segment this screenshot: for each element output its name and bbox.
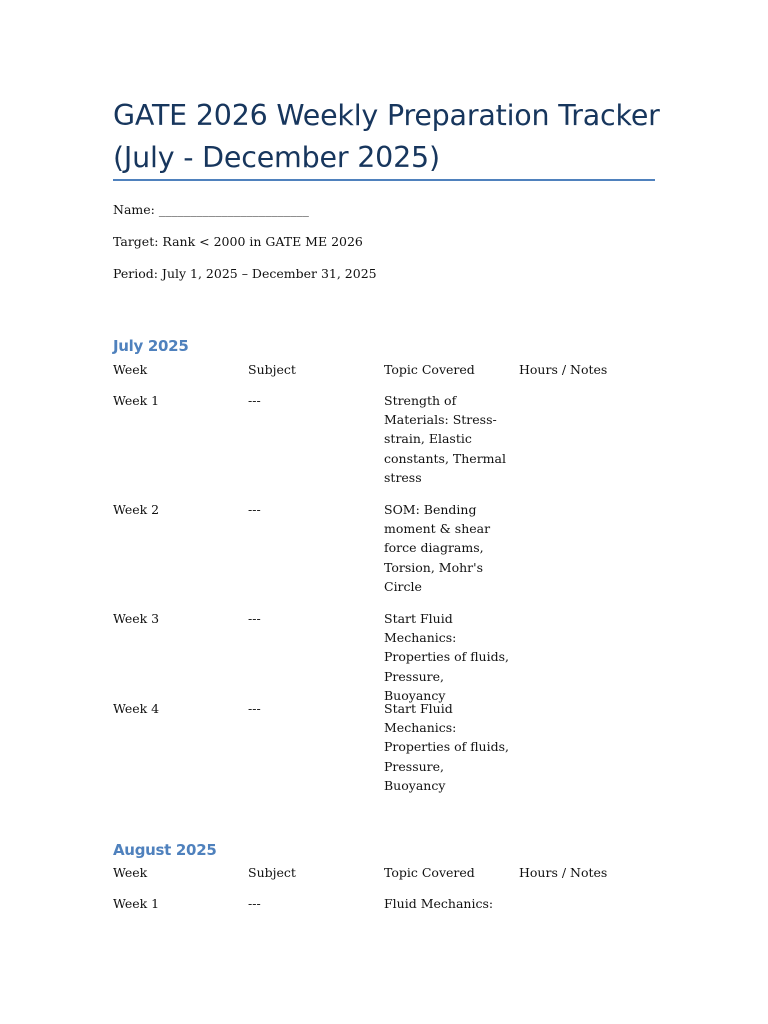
header-subject: Subject	[248, 865, 296, 880]
table-row	[113, 894, 655, 934]
subject-cell: ---	[248, 896, 261, 911]
section-title-july-2025: July 2025	[113, 337, 189, 355]
subject-cell: ---	[248, 611, 261, 626]
week-cell: Week 3	[113, 611, 160, 626]
target-line: Target: Rank < 2000 in GATE ME 2026	[113, 234, 363, 249]
header-hours-notes: Hours / Notes	[519, 362, 608, 377]
topic-cell: SOM: Bending moment & shear force diagrams, Torsion, Mohr's Circle	[384, 502, 491, 594]
table-header-row	[113, 863, 655, 894]
topic-cell: Fluid Mechanics:	[384, 896, 494, 911]
table-row	[113, 391, 655, 500]
table-row	[113, 699, 655, 793]
header-week: Week	[113, 865, 148, 880]
header-week: Week	[113, 362, 148, 377]
week-cell: Week 1	[113, 896, 160, 911]
header-topic: Topic Covered	[384, 362, 475, 377]
subject-cell: ---	[248, 502, 261, 517]
topic-cell: Start Fluid Mechanics: Properties of fluids, Pressure, Buoyancy	[384, 701, 509, 793]
week-cell: Week 2	[113, 502, 160, 517]
table-row	[113, 500, 655, 609]
table-row	[113, 609, 655, 703]
subject-cell: ---	[248, 393, 261, 408]
header-subject: Subject	[248, 362, 296, 377]
week-cell: Week 1	[113, 393, 160, 408]
week-cell: Week 4	[113, 701, 160, 716]
period-line: Period: July 1, 2025 – December 31, 2025	[113, 266, 377, 281]
name-field-line: Name: ________________________	[113, 202, 309, 217]
header-topic: Topic Covered	[384, 865, 475, 880]
subject-cell: ---	[248, 701, 261, 716]
table-header-row	[113, 360, 655, 391]
tracker-table-july-2025	[113, 360, 655, 793]
header-hours-notes: Hours / Notes	[519, 865, 608, 880]
topic-cell: Strength of Materials: Stress-strain, Elastic constants, Thermal stress	[384, 393, 506, 485]
section-title-august-2025: August 2025	[113, 841, 217, 859]
topic-cell: Start Fluid Mechanics: Properties of fluids, Pressure, Buoyancy	[384, 611, 509, 703]
tracker-table-august-2025	[113, 863, 655, 934]
document-title: GATE 2026 Weekly Preparation Tracker (July - December 2025)	[113, 99, 660, 174]
title-underline	[113, 179, 655, 181]
